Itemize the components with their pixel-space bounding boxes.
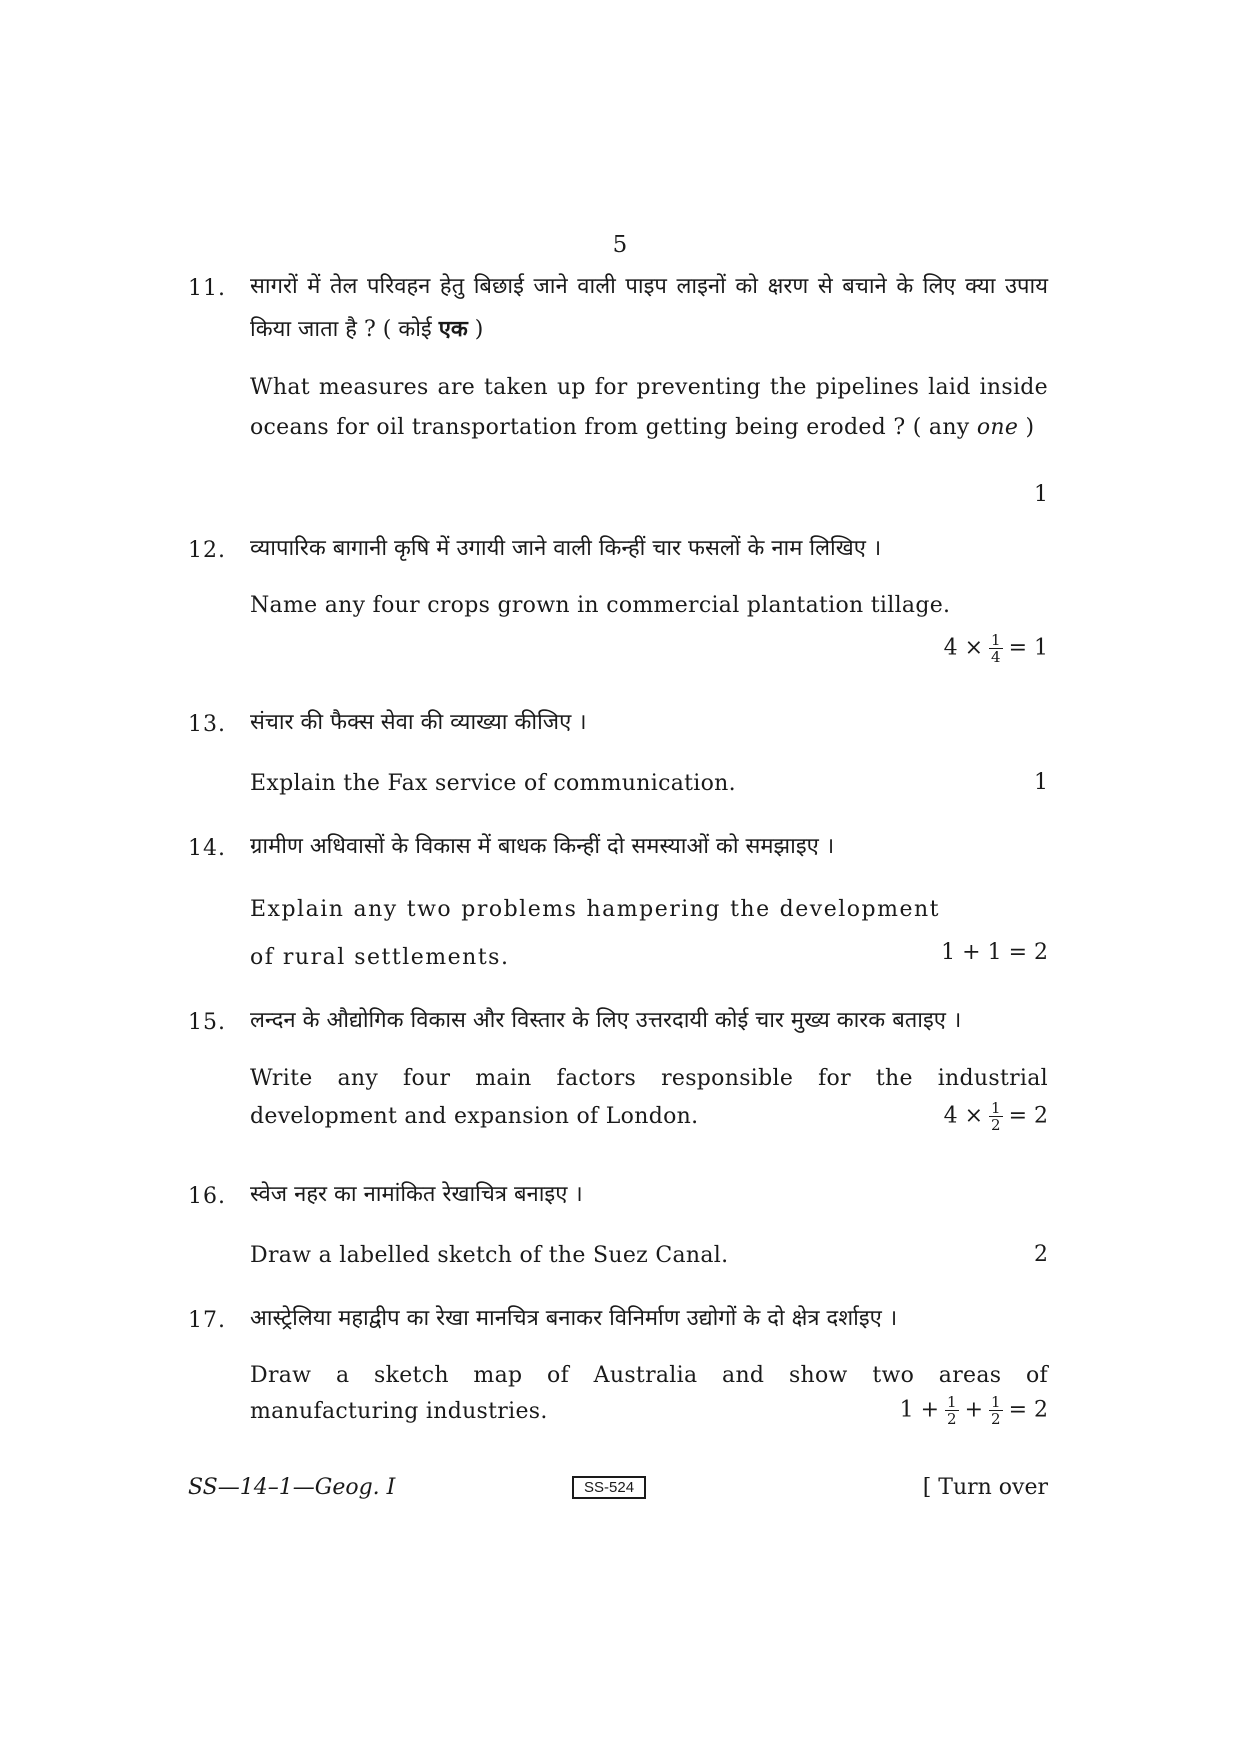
question-number: 15. [188,1010,226,1035]
question-text-english: Name any four crops grown in commercial plantation tillage. [250,593,951,618]
fraction: $\frac{1}{2}$ [991,1099,1001,1134]
question-number: 16. [188,1184,226,1209]
question-text-hindi: ग्रामीण अधिवासों के विकास में बाधक किन्हीं दो समस्याओं को समझाइए । [250,834,835,859]
marks: 1 [1034,482,1048,507]
page-number: 5 [612,232,628,258]
fraction: $\frac{1}{4}$ [991,631,1001,666]
question-number: 12. [188,538,226,563]
marks: 1 [1034,770,1048,795]
marks: 1 + $\frac{1}{2}$ + $\frac{1}{2}$ = 2 [899,1393,1048,1428]
marks: 2 [1034,1242,1048,1267]
question-number: 13. [188,712,226,737]
question-text-hindi: लन्दन के औद्योगिक विकास और विस्तार के लिए उत्तरदायी कोई चार मुख्य कारक बताइए । [250,1008,962,1033]
question-number: 14. [188,836,226,861]
marks: 4 × $\frac{1}{2}$ = 2 [943,1099,1048,1134]
paper-code: SS—14–1—Geog. I [188,1475,396,1500]
emphasis-text: एक [438,316,468,342]
question-text-english: What measures are taken up for preventing the pipelines laid inside oceans for oil transportation from getting being eroded ? ( any one ) [250,375,1048,440]
question-text-hindi: आस्ट्रेलिया महाद्वीप का रेखा मानचित्र बनाकर विनिर्माण उद्योगों के दो क्षेत्र दर्शाइए । [250,1306,898,1331]
emphasis-text: one [976,415,1019,440]
question-text-english: Explain any two problems hampering the development of rural settlements. [250,897,940,970]
question-text-english: Draw a labelled sketch of the Suez Canal. [250,1243,729,1268]
turn-over-note: [ Turn over [922,1475,1048,1500]
question-text-hindi: सागरों में तेल परिवहन हेतु बिछाई जाने वाली पाइप लाइनों को क्षरण से बचाने के लिए क्या उपाय किया जाता है ? ( कोई एक ) [250,274,1048,342]
question-text-english: Explain the Fax service of communication. [250,771,736,796]
marks: 1 + 1 = 2 [941,940,1048,965]
marks: 4 × $\frac{1}{4}$ = 1 [943,631,1048,666]
question-text-english: Write any four main factors responsible for the industrial development and expansion of London. [250,1066,1048,1129]
series-code-box: SS-524 [572,1476,646,1499]
question-text-hindi: स्वेज नहर का नामांकित रेखाचित्र बनाइए । [250,1182,583,1207]
question-number: 17. [188,1308,226,1333]
question-number: 11. [188,276,226,301]
fraction: $\frac{1}{2}$ [991,1393,1001,1428]
question-text-hindi: व्यापारिक बागानी कृषि में उगायी जाने वाली किन्हीं चार फसलों के नाम लिखिए । [250,536,882,561]
question-text-hindi: संचार की फैक्स सेवा की व्याख्या कीजिए । [250,710,587,735]
fraction: $\frac{1}{2}$ [947,1393,957,1428]
question-text-english: Draw a sketch map of Australia and show two areas of manufacturing industries. [250,1363,1048,1424]
